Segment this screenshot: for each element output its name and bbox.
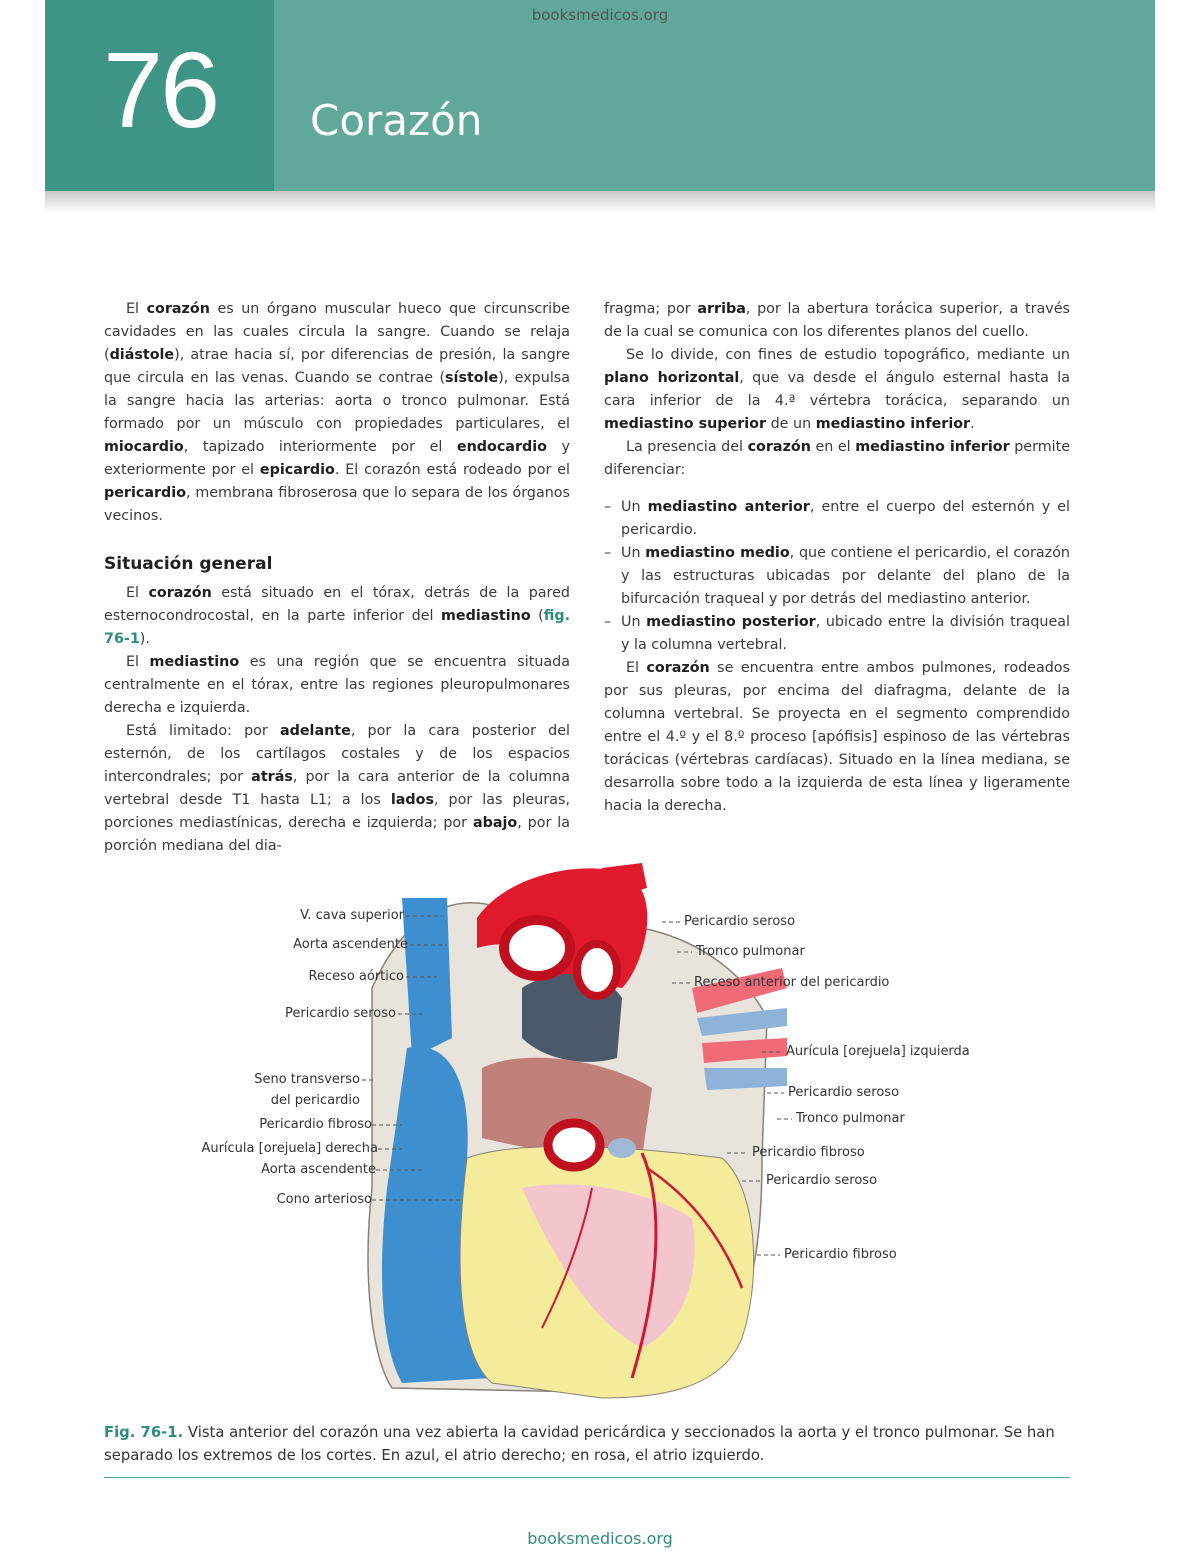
mediastinum-list bbox=[604, 496, 1070, 657]
bold-term: mediastino bbox=[441, 608, 531, 624]
label-pericardio-fibroso-r1: Pericardio fibroso bbox=[752, 1145, 865, 1160]
label-pericardio-fibroso: Pericardio fibroso bbox=[259, 1117, 372, 1132]
bold-term: endocardio bbox=[456, 439, 547, 455]
bold-term: plano horizontal bbox=[604, 370, 740, 386]
bold-term: corazón bbox=[747, 439, 811, 455]
figure-reference: fig. 76-1 bbox=[104, 608, 570, 647]
label-cono-arterioso: Cono arterioso bbox=[276, 1192, 372, 1207]
bold-term: sístole bbox=[445, 370, 499, 386]
section-heading: Situación general bbox=[104, 554, 273, 574]
bold-term: lados bbox=[390, 792, 434, 808]
right-column bbox=[604, 298, 1070, 818]
label-pericardio-seroso: Pericardio seroso bbox=[284, 1006, 396, 1021]
left-column bbox=[104, 298, 570, 858]
chapter-title: Corazón bbox=[310, 96, 483, 145]
label-pericardio-seroso-r2: Pericardio seroso bbox=[788, 1085, 900, 1100]
bold-term: mediastino posterior bbox=[646, 614, 816, 630]
paragraph: El corazón se encuentra entre ambos pulmones, rodeados por sus pleuras, por encima del diafragma, delante de la columna vertebral. Se proyecta en el segmento comprendido entre el 4.º y el 8.º proceso [apófisis] espinoso de las vértebras torácicas (vértebras cardíacas). Situado en la línea mediana, se desarrolla sobre todo a la izquierda de esta línea y ligeramente hacia la derecha. bbox=[604, 660, 1070, 814]
bold-term: mediastino superior bbox=[604, 416, 767, 432]
bold-term: mediastino bbox=[149, 654, 240, 670]
paragraph: El corazón está situado en el tórax, detrás de la pared esternocondrocostal, en la parte inferior del mediastino (fig. 76-1). bbox=[104, 585, 570, 647]
label-seno-transverso-2: del pericardio bbox=[270, 1093, 360, 1108]
bold-term: abajo bbox=[472, 815, 518, 831]
label-tronco-pulmonar-r1: Tronco pulmonar bbox=[696, 944, 805, 959]
label-receso-aortico: Receso aórtico bbox=[308, 969, 404, 984]
list-item: – Un mediastino anterior, entre el cuerpo del esternón y el pericardio. bbox=[604, 496, 1070, 542]
bold-term: mediastino inferior bbox=[855, 439, 1010, 455]
label-tronco-pulmonar-r2: Tronco pulmonar bbox=[796, 1111, 905, 1126]
label-seno-transverso: Seno transverso bbox=[254, 1072, 360, 1087]
figure-caption-text: Vista anterior del corazón una vez abierta la cavidad pericárdica y seccionados la aorta y el tronco pulmonar. Se han separado los extremos de los cortes. En azul, el atrio derecho; en rosa, el atrio izquierdo. bbox=[104, 1424, 1055, 1464]
bold-term: atrás bbox=[251, 769, 293, 785]
list-item: – Un mediastino posterior, ubicado entre la división traqueal y la columna vertebral. bbox=[604, 611, 1070, 657]
bold-term: miocardio bbox=[104, 439, 184, 455]
caption-divider bbox=[104, 1477, 1070, 1478]
bold-term: mediastino inferior bbox=[815, 416, 971, 432]
paragraph: fragma; por arriba, por la abertura torácica superior, a través de la cual se comunica con los diferentes planos del cuello. bbox=[604, 301, 1070, 340]
heart-figure bbox=[201, 858, 982, 1403]
paragraph: Se lo divide, con fines de estudio topográfico, mediante un plano horizontal, que va desde el ángulo esternal hasta la cara inferior de la 4.ª vértebra torácica, separando un mediastino superior de un mediastino inferior. bbox=[604, 347, 1070, 432]
label-receso-anterior: Receso anterior del pericardio bbox=[694, 975, 890, 990]
bold-term: corazón bbox=[646, 660, 710, 676]
bold-term: arriba bbox=[697, 301, 746, 317]
intro-paragraph: El corazón es un órgano muscular hueco que circunscribe cavidades en las cuales circula la sangre. Cuando se relaja (diástole), atrae hacia sí, por diferencias de presión, la sangre que circula en las venas. Cuando se contrae (sístole), expulsa la sangre hacia las arterias: aorta o tronco pulmonar. Está formado por un músculo con propiedades particulares, el miocardio, tapizado interiormente por el endocardio y exteriormente por el epicardio. El corazón está rodeado por el pericardio, membrana fibroserosa que lo separa de los órganos vecinos. bbox=[104, 301, 571, 524]
bold-term: pericardio bbox=[104, 485, 187, 501]
watermark-bottom: booksmedicos.org bbox=[527, 1529, 673, 1548]
label-aorta-ascendente: Aorta ascendente bbox=[293, 937, 408, 952]
chapter-number: 76 bbox=[103, 29, 218, 150]
bold-term: corazón bbox=[146, 301, 210, 317]
header-shadow bbox=[45, 191, 1155, 213]
bold-term: mediastino anterior bbox=[647, 499, 810, 515]
label-vena-cava-superior: V. cava superior bbox=[300, 908, 404, 923]
list-item: – Un mediastino medio, que contiene el pericardio, el corazón y las estructuras ubicadas por delante del plano de la bifurcación traqueal y por detrás del mediastino anterior. bbox=[604, 542, 1070, 611]
paragraph: La presencia del corazón en el mediastino inferior permite diferenciar: bbox=[604, 439, 1070, 478]
bold-term: corazón bbox=[148, 585, 212, 601]
label-aorta-ascendente-2: Aorta ascendente bbox=[261, 1162, 376, 1177]
bold-term: epicardio bbox=[259, 462, 335, 478]
paragraph: Está limitado: por adelante, por la cara posterior del esternón, de los cartílagos costales y de los espacios intercondrales; por atrás, por la cara anterior de la columna vertebral desde T1 hasta L1; a los lados, por las pleuras, porciones mediastínicas, derecha e izquierda; por abajo, por la porción mediana del dia- bbox=[104, 723, 570, 854]
watermark-top: booksmedicos.org bbox=[531, 6, 669, 24]
bold-term: adelante bbox=[279, 723, 351, 739]
label-pericardio-seroso-r3: Pericardio seroso bbox=[766, 1173, 878, 1188]
bold-term: diástole bbox=[109, 347, 175, 363]
figure-caption bbox=[104, 1421, 1070, 1467]
label-pericardio-seroso-r1: Pericardio seroso bbox=[684, 914, 796, 929]
label-pericardio-fibroso-r2: Pericardio fibroso bbox=[784, 1247, 897, 1262]
label-auricula-izquierda: Aurícula [orejuela] izquierda bbox=[786, 1044, 970, 1059]
label-auricula-derecha: Aurícula [orejuela] derecha bbox=[201, 1141, 378, 1156]
paragraph: El mediastino es una región que se encuentra situada centralmente en el tórax, entre las regiones pleuropulmonares derecha e izquierda. bbox=[104, 654, 570, 716]
figure-caption-label: Fig. 76-1. bbox=[104, 1424, 184, 1441]
bold-term: mediastino medio bbox=[645, 545, 790, 561]
